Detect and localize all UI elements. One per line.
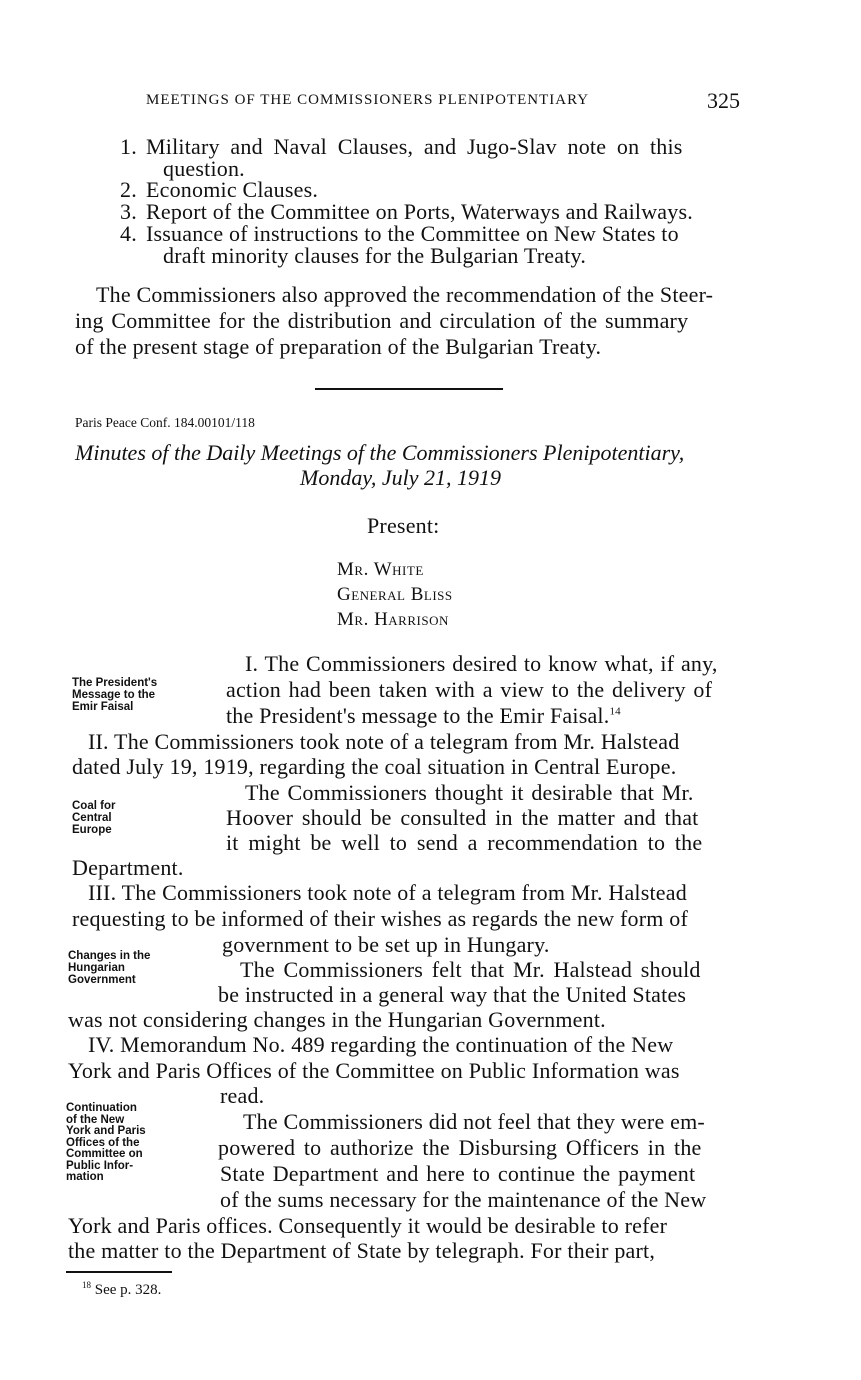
body-line: II. The Commissioners took note of a telegram from Mr. Halstead	[88, 729, 680, 754]
sidenote-hungarian	[68, 950, 150, 986]
body-line: action had been taken with a view to the delivery of	[226, 677, 713, 702]
approval-line: ing Committee for the distribution and circulation of the summary	[75, 308, 689, 333]
sidenote-line: Coal for	[72, 800, 116, 812]
list-item-text: Issuance of instructions to the Committee on New States to	[146, 221, 679, 246]
body-line-text: the President's message to the Emir Faisal.	[226, 703, 610, 728]
body-line: The Commissioners did not feel that they were em-	[243, 1109, 705, 1134]
section-divider	[315, 388, 503, 390]
body-line: requesting to be informed of their wishes as regards the new form of	[72, 906, 688, 931]
list-item-text: Report of the Committee on Ports, Waterways and Railways.	[146, 199, 693, 224]
sidenote-line: Committee on	[66, 1148, 143, 1160]
footnote-text: See p. 328.	[94, 1282, 162, 1298]
footnote	[82, 1282, 161, 1299]
body-line: Hoover should be consulted in the matter and that	[226, 805, 699, 830]
body-line: the matter to the Department of State by telegraph. For their part,	[68, 1238, 656, 1263]
sidenote-line: Changes in the	[68, 950, 151, 962]
body-line: was not considering changes in the Hungarian Government.	[68, 1007, 606, 1032]
sidenote-line: York and Paris	[66, 1125, 146, 1137]
attendee-name: Mr. White	[337, 559, 424, 580]
body-line: of the sums necessary for the maintenance of the New	[220, 1187, 707, 1212]
body-line: it might be well to send a recommendation to the	[226, 830, 703, 855]
footnote-divider	[66, 1271, 172, 1273]
body-line	[226, 703, 621, 728]
sidenote-line: Continuation	[66, 1102, 137, 1114]
list-item-text: Military and Naval Clauses, and Jugo-Slav note on this	[146, 134, 683, 159]
footnote-reference: 14	[609, 705, 621, 718]
list-item-continuation: draft minority clauses for the Bulgarian Treaty.	[163, 243, 587, 268]
body-line: government to be set up in Hungary.	[222, 932, 550, 957]
body-line: powered to authorize the Disbursing Officers in the	[218, 1135, 702, 1160]
attendee-name: General Bliss	[337, 584, 453, 605]
body-line: The Commissioners felt that Mr. Halstead should	[240, 957, 701, 982]
minutes-title-line2: Monday, July 21, 1919	[300, 465, 502, 490]
footnote-marker: 18	[82, 1280, 91, 1290]
body-line: I. The Commissioners desired to know what, if any,	[245, 651, 718, 676]
sidenote-line: Central	[72, 812, 112, 824]
sidenote-line: Europe	[72, 824, 112, 836]
approval-line: of the present stage of preparation of the Bulgarian Treaty.	[75, 334, 602, 359]
sidenote-line: mation	[66, 1171, 104, 1183]
body-line: York and Paris offices. Consequently it would be desirable to refer	[68, 1213, 668, 1238]
body-line: The Commissioners thought it desirable that Mr.	[245, 780, 694, 805]
minutes-title-line1: Minutes of the Daily Meetings of the Commissioners Plenipotentiary,	[75, 440, 685, 465]
list-item-number: 4.	[120, 221, 137, 246]
sidenote-continuation	[66, 1103, 146, 1184]
body-line: III. The Commissioners took note of a telegram from Mr. Halstead	[88, 880, 687, 905]
present-label: Present:	[367, 513, 440, 538]
body-line: State Department and here to continue the payment	[220, 1161, 696, 1186]
sidenote-line: of the New	[66, 1113, 125, 1126]
sidenote-president-message	[72, 677, 157, 713]
page-number: 325	[707, 88, 740, 113]
body-line: IV. Memorandum No. 489 regarding the continuation of the New	[88, 1032, 674, 1057]
sidenote-line: The President's	[72, 677, 158, 689]
sidenote-line: Offices of the	[66, 1136, 140, 1149]
sidenote-line: Emir Faisal	[72, 701, 134, 713]
sidenote-coal	[72, 800, 115, 836]
sidenote-line: Government	[68, 974, 136, 986]
body-line: be instructed in a general way that the United States	[218, 982, 687, 1007]
body-line: Department.	[72, 855, 184, 880]
body-line: read.	[220, 1083, 265, 1108]
sidenote-line: Message to the	[72, 689, 156, 701]
attendee-name: Mr. Harrison	[337, 609, 449, 630]
approval-line: The Commissioners also approved the recommendation of the Steer-	[96, 282, 714, 307]
running-header-title: MEETINGS OF THE COMMISSIONERS PLENIPOTENTIARY	[146, 92, 590, 108]
file-reference: Paris Peace Conf. 184.00101/118	[75, 415, 255, 430]
list-item-number: 3.	[120, 199, 137, 224]
body-line: dated July 19, 1919, regarding the coal situation in Central Europe.	[72, 754, 677, 779]
list-item-number: 1.	[120, 134, 137, 159]
list-item-continuation: question.	[163, 156, 245, 181]
sidenote-line: Hungarian	[68, 962, 125, 974]
body-line: York and Paris Offices of the Committee on Public Information was	[68, 1058, 680, 1083]
sidenote-line: Public Infor-	[66, 1159, 134, 1172]
list-item-text: Economic Clauses.	[146, 177, 319, 202]
list-item-number: 2.	[120, 177, 137, 202]
